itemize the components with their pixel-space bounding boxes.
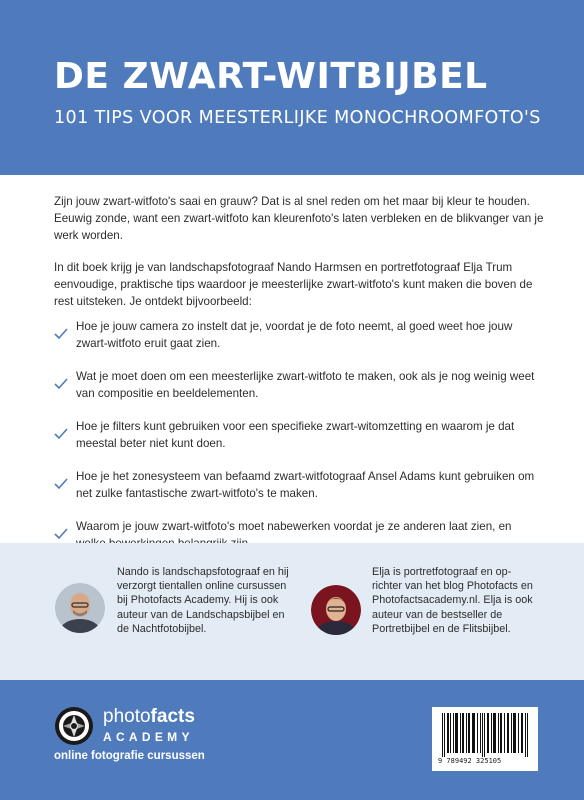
check-icon bbox=[54, 427, 68, 441]
tip-list bbox=[54, 318, 544, 568]
elja-bio: Elja is portretfotograaf en op-richter van het blog Photofacts en Photofactsacademy.nl. Elja is ook auteur van de bestseller de Portretbijbel en de Flitsbijbel. bbox=[372, 566, 533, 635]
intro-text bbox=[54, 193, 544, 325]
tip-text: Hoe je filters kunt gebruiken voor een specifieke zwart-witomzetting en waarom je dat meestal beter niet kunt doen. bbox=[76, 420, 515, 450]
tip-text: Wat je moet doen om een meesterlijke zwart-witfoto te maken, ook als je nog weinig weet van compositie en beeldelementen. bbox=[76, 370, 535, 400]
tip-item bbox=[54, 418, 544, 452]
aperture-logo-icon bbox=[54, 706, 94, 746]
barcode bbox=[432, 707, 538, 771]
barcode-bars bbox=[440, 713, 530, 757]
title-band bbox=[0, 0, 584, 175]
tip-item bbox=[54, 368, 544, 402]
check-icon bbox=[54, 327, 68, 341]
isbn-number: 9 789492 325105 bbox=[438, 757, 502, 765]
tip-item bbox=[54, 318, 544, 352]
intro-paragraph-1: Zijn jouw zwart-witfoto's saai en grauw? Dat is al snel reden om het maar bij kleur te houden. Eeuwig zonde, want een zwart-witfoto kan kleurenfoto's laten verbleken en de blikvanger van je werk worden. bbox=[54, 195, 544, 242]
tip-text: Waarom je jouw zwart-witfoto's moet nabewerken voordat je ze anderen laat zien, en bbox=[76, 520, 512, 533]
check-icon bbox=[54, 477, 68, 491]
brand-academy: ACADEMY bbox=[103, 730, 194, 744]
author-band bbox=[0, 543, 584, 680]
check-icon bbox=[54, 527, 68, 541]
tip-text: Hoe je jouw camera zo instelt dat je, voordat je de foto neemt, al goed weet hoe jouw zwart-witfoto eruit gaat zien. bbox=[76, 320, 513, 350]
tip-item bbox=[54, 468, 544, 502]
check-icon bbox=[54, 377, 68, 391]
elja-portrait bbox=[311, 585, 361, 635]
nando-portrait bbox=[55, 583, 105, 633]
book-subtitle: 101 TIPS VOOR MEESTERLIJKE MONOCHROOMFOTO'S bbox=[54, 108, 541, 128]
book-title: DE ZWART-WITBIJBEL bbox=[54, 56, 488, 97]
brand-tagline: online fotografie cursussen bbox=[54, 750, 205, 762]
tip-text: Hoe je het zonesysteem van befaamd zwart-witfotograaf Ansel Adams kunt gebruiken om net zulke fantastische zwart-witfoto's te maken. bbox=[76, 470, 535, 500]
brand-name: photofacts bbox=[103, 706, 195, 727]
nando-bio: Nando is landschapsfotograaf en hij verzorgt tientallen online cursussen bij Photofacts Academy. Hij is ook auteur van de Landschapsbijbel en de Nachtfotobijbel. bbox=[117, 566, 289, 635]
intro-paragraph-2: In dit boek krijg je van landschapsfotograaf Nando Harmsen en portretfotograaf Elja Trum eenvoudige, praktische tips waardoor je meesterlijke zwart-witfoto's kunt maken die boven de rest uitsteken. Je ontdekt bijvoorbeeld: bbox=[54, 261, 533, 308]
